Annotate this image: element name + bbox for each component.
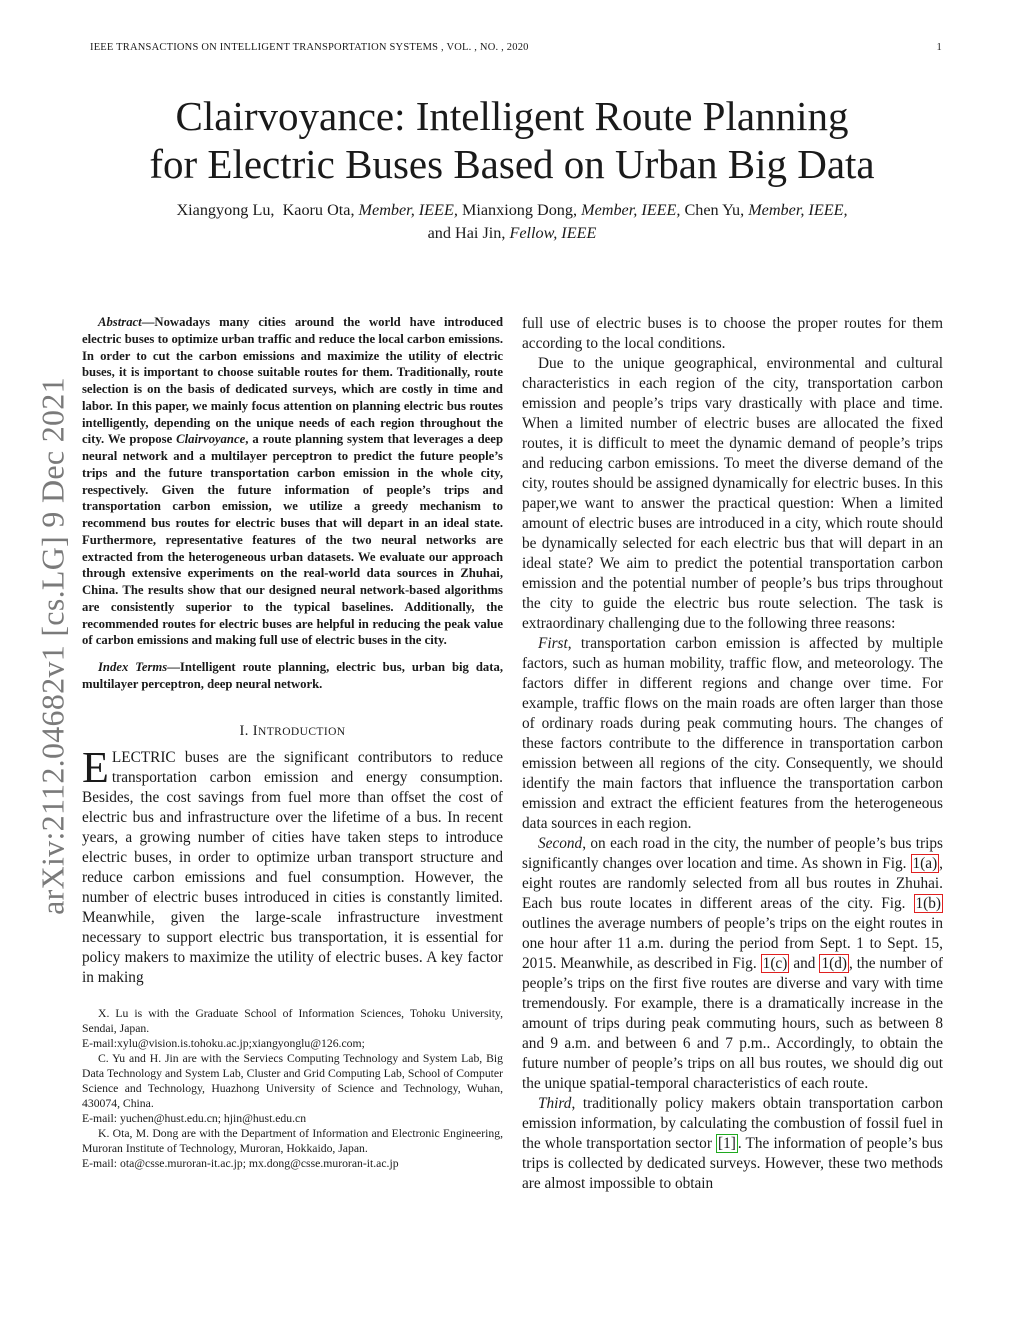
body-paragraph (522, 1094, 943, 1194)
footnote-affiliation: X. Lu is with the Graduate School of Information Sciences, Tohoku University, Sendai, Japan. (82, 1006, 503, 1035)
paragraph-text: , on each road in the city, the number of people’s bus trips significantly changes over location and time. As shown in Fig. (522, 835, 943, 872)
left-column (82, 314, 503, 1171)
paper-title (60, 92, 964, 188)
footnote-email: E-mail:xylu@vision.is.tohoku.ac.jp;xiangyonglu@126.com; (82, 1036, 365, 1050)
author-name: Mianxiong Dong, (461, 201, 578, 219)
intro-text: LECTRIC buses are the significant contributors to reduce transportation carbon emission and energy consumption. Besides, the cost savings from fuel more than offset the cost of electric bus and infrastructure over the lifetime of a bus. In recent years, a growing number of cities have taken steps to introduce electric buses, in order to optimize urban transport structure and reduce carbon emissions and fuel consumption. However, the number of electric buses introduced in cities is constantly limited. Meanwhile, given the large-scale infrastructure investment necessary to support electric bus transportation, it is essential for policy makers to maximize the utility of electric buses. A key factor in making (82, 748, 503, 986)
abstract (82, 314, 503, 649)
paragraph-text: , traditionally policy makers obtain transportation carbon emission information, by calculating the combustion of fossil fuel in the whole transportation sector (522, 1095, 943, 1152)
paragraph-text: outlines the average numbers of people’s trips on the eight routes in one hour after 11 a.m. during the period from Sept. 1 to Sept. 15, 2015. Meanwhile, as described in Fig. (522, 915, 943, 972)
paragraph-text: , transportation carbon emission is affected by multiple factors, such as human mobility, traffic flow, and meteorology. The factors differ in different regions and change over time. For example, traffic flows on the main roads are often larger than those of ordinary roads during peak commuting hours. The changes of these factors contribute to the difference in transportation carbon emission between all regions of the city. Consequently, we should identify the main factors that influence the transportation carbon emission and extract the efficient features from the heterogeneous data sources in each region. (522, 635, 943, 832)
body-paragraph (522, 634, 943, 834)
citation-link-1[interactable]: [1] (718, 1135, 736, 1152)
author-line-2 (90, 222, 934, 245)
drop-cap: E (82, 742, 109, 792)
footnote-email: E-mail: ota@csse.muroran-it.ac.jp; mx.dong@csse.muroran-it.ac.jp (82, 1156, 399, 1170)
footnote-email: E-mail: yuchen@hust.edu.cn; hjin@hust.edu.cn (82, 1111, 307, 1125)
author-name: Kaoru Ota, (282, 201, 355, 219)
index-terms (82, 659, 503, 693)
author-footnotes (82, 1006, 503, 1171)
author-name: Chen Yu, (684, 201, 745, 219)
journal-name: IEEE TRANSACTIONS ON INTELLIGENT TRANSPORTATION SYSTEMS , VOL. , NO. , 2020 (90, 42, 529, 53)
running-header (90, 42, 942, 53)
paragraph-lead: Second (538, 835, 583, 852)
section-title-rest: NTRODUCTION (258, 725, 346, 738)
section-numeral: I. (239, 722, 253, 739)
footnote-affiliation: C. Yu and H. Jin are with the Serviecs Computing Technology and System Lab, Big Data Technology and System Lab, Cluster and Grid Computing Lab, School of Computer Science and Technology, Huazhong University of Science and Technology, Wuhan, 430074, China. (82, 1051, 503, 1110)
abstract-label: Abstract (98, 315, 142, 329)
title-line-2: for Electric Buses Based on Urban Big Data (149, 141, 875, 187)
author-membership: Fellow, IEEE (509, 224, 597, 242)
paragraph-text: and (789, 955, 820, 972)
abstract-text: —Nowadays many cities around the world have introduced electric buses to optimize urban traffic and reduce the local carbon emissions. In order to cut the carbon emissions and maximize the utility of electric buses, it is important to choose suitable routes for them. Traditionally, route selection is on the basis of dedicated surveys, which are costly in time and labor. In this paper, we mainly focus attention on planning electric bus routes intelligently, depending on the unique needs of each region throughout the city. We propose (82, 315, 503, 447)
author-membership: Member, IEEE, (581, 201, 681, 219)
section-heading-introduction (82, 723, 503, 740)
system-name: Clairvoyance (176, 432, 246, 447)
paragraph-lead: First (538, 635, 568, 652)
author-list (90, 199, 934, 245)
body-paragraph: Due to the unique geographical, environmental and cultural characteristics in each region of the city, transportation carbon emission and people’s trips vary drastically with place and time. When a limited number of electric buses are allocated the fixed routes, it is difficult to meet the dynamic demand of people’s trips and reducing carbon emissions. To meet the diverse demand of the city, routes should be assigned dynamically for electric buses. In this paper,we want to answer the practical question: When a limited amount of electric buses are introduced in a city, which route should be dynamically selected for each electric bus that will depart in an ideal state? We aim to predict the potential transportation carbon emission and the potential number of people’s bus trips throughout the city to guide the electric bus route selection. The task is extraordinary challenging due to the following three reasons: (522, 355, 943, 632)
index-terms-text: —Intelligent route planning, electric bus, urban big data, multilayer perceptron, deep neural network. (82, 660, 503, 691)
right-column (522, 314, 943, 1194)
body-paragraph: full use of electric buses is to choose the proper routes for them according to the local conditions. (522, 315, 943, 352)
footnote-affiliation: K. Ota, M. Dong are with the Department of Information and Electronic Engineering, Muroran Institute of Technology, Muroran, Hokkaido, Japan. (82, 1126, 503, 1155)
arxiv-identifier[interactable]: arXiv:2112.04682v1 [cs.LG] 9 Dec 2021 (34, 377, 71, 915)
intro-paragraph (82, 742, 503, 988)
page-number: 1 (936, 42, 942, 53)
body-paragraph (522, 834, 943, 1094)
author-membership: Member, IEEE, (358, 201, 458, 219)
figure-link-1d[interactable]: 1(d) (821, 955, 847, 972)
figure-link-1a[interactable]: 1(a) (912, 855, 938, 872)
author-name: and Hai Jin, (427, 224, 506, 242)
index-terms-label: Index Terms (98, 660, 168, 674)
author-name: Xiangyong Lu, (176, 201, 275, 219)
abstract-text-cont: , a route planning system that leverages a deep neural network and a multilayer perceptron to predict the future people’s trips and the future transportation carbon emission in the whole city, respectively. Given the future information of people’s trips and transportation carbon emission, we utilize a greedy mechanism to recommend bus routes for electric buses that will depart in an ideal state. Furthermore, representative features of the two neural networks are extracted from the heterogeneous urban datasets. We evaluate our approach through extensive experiments on the real-world data sources in Zhuhai, China. The results show that our designed neural network-based algorithms are consistently superior to the typical baselines. Additionally, the recommended routes for electric buses are helpful in reducing the peak value of carbon emissions and making full use of electric buses in the city. (82, 432, 503, 648)
title-line-1: Clairvoyance: Intelligent Route Planning (175, 93, 849, 139)
section-initial: I (252, 722, 259, 739)
figure-link-1b[interactable]: 1(b) (915, 895, 941, 912)
paragraph-text: , eight routes are randomly selected from all bus routes in Zhuhai. Each bus route locates in different areas of the city. Fig. (522, 855, 943, 912)
paragraph-text: , the number of people’s trips on the first five routes are diverse and vary with time tremendously. For example, there is a dramatically increase in the amount of trips during peak commuting hours, such as between 8 and 9 a.m. and between 6 and 7 p.m.. Accordingly, to obtain the future number of people’s trips on all bus routes, we should dig out the unique spatial-temporal characteristics of each route. (522, 955, 943, 1092)
paragraph-text: . The information of people’s bus trips is collected by dedicated surveys. However, these two methods are almost impossible to obtain (522, 1135, 944, 1192)
paragraph-lead: Third (538, 1095, 572, 1112)
figure-link-1c[interactable]: 1(c) (762, 955, 788, 972)
author-membership: Member, IEEE, (748, 201, 848, 219)
